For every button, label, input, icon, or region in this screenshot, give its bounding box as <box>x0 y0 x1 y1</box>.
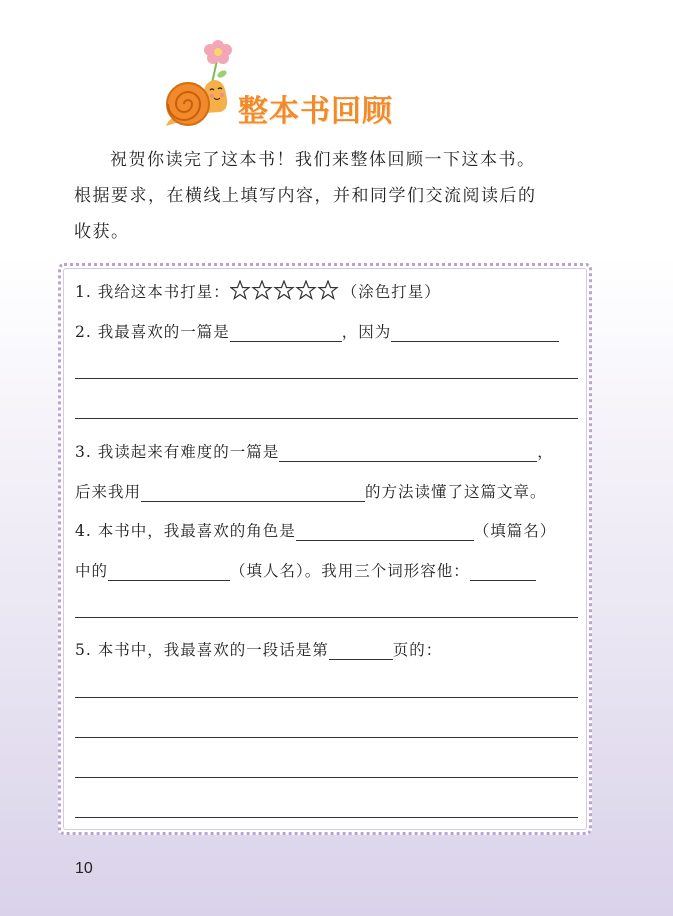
snail-mascot-icon <box>160 34 240 134</box>
page-number-blank[interactable] <box>329 641 393 660</box>
question-3-line2-suffix: 的方法读懂了这篇文章。 <box>365 483 547 501</box>
answer-line[interactable] <box>75 817 578 818</box>
question-3-prefix: 3. 我读起来有难度的一篇是 <box>75 443 280 461</box>
question-5-suffix: 页的： <box>392 641 443 659</box>
question-3 <box>75 440 554 462</box>
question-3-line2-prefix: 后来我用 <box>75 483 142 501</box>
star-rating[interactable] <box>230 280 342 304</box>
difficult-chapter-blank[interactable] <box>279 443 537 462</box>
question-3-end: ， <box>537 443 554 461</box>
question-4 <box>75 519 556 541</box>
answer-line[interactable] <box>75 617 578 618</box>
question-2-middle: ，因为 <box>341 323 392 341</box>
answer-line[interactable] <box>75 737 578 738</box>
worksheet-box <box>58 263 592 835</box>
answer-line[interactable] <box>75 418 578 419</box>
question-4-suffix: （填篇名） <box>473 522 557 540</box>
character-name-blank[interactable] <box>108 562 230 581</box>
worksheet-box-inner-border <box>63 268 587 830</box>
question-4-line2-middle: （填人名）。我用三个词形容他： <box>230 562 470 580</box>
page-title: 整本书回顾 <box>238 94 393 129</box>
question-1 <box>75 280 441 304</box>
method-blank[interactable] <box>141 483 365 502</box>
header <box>160 34 460 134</box>
three-words-blank[interactable] <box>470 562 536 581</box>
favorite-chapter-blank[interactable] <box>230 323 342 342</box>
question-1-note: （涂色打星） <box>341 283 441 301</box>
intro-paragraph <box>74 142 594 250</box>
answer-line[interactable] <box>75 777 578 778</box>
question-4-prefix: 4. 本书中，我最喜欢的角色是 <box>75 522 296 540</box>
intro-line-2: 根据要求，在横线上填写内容，并和同学们交流阅读后的 <box>74 186 537 206</box>
question-2 <box>75 320 559 342</box>
question-3-line-2 <box>75 480 547 502</box>
star-outline-icon[interactable] <box>230 280 342 300</box>
answer-line[interactable] <box>75 697 578 698</box>
reason-blank[interactable] <box>391 323 559 342</box>
question-4-line2-prefix: 中的 <box>75 562 109 580</box>
answer-line[interactable] <box>75 378 578 379</box>
intro-line-3: 收获。 <box>74 222 130 242</box>
intro-line-1: 祝贺你读完了这本书！我们来整体回顾一下这本书。 <box>110 150 536 170</box>
page-number: 10 <box>75 860 93 877</box>
question-2-prefix: 2. 我最喜欢的一篇是 <box>75 323 230 341</box>
question-1-prefix: 1. 我给这本书打星： <box>75 283 230 301</box>
question-5 <box>75 638 442 660</box>
chapter-name-blank[interactable] <box>296 522 474 541</box>
question-5-prefix: 5. 本书中，我最喜欢的一段话是第 <box>75 641 329 659</box>
question-4-line-2 <box>75 559 536 581</box>
